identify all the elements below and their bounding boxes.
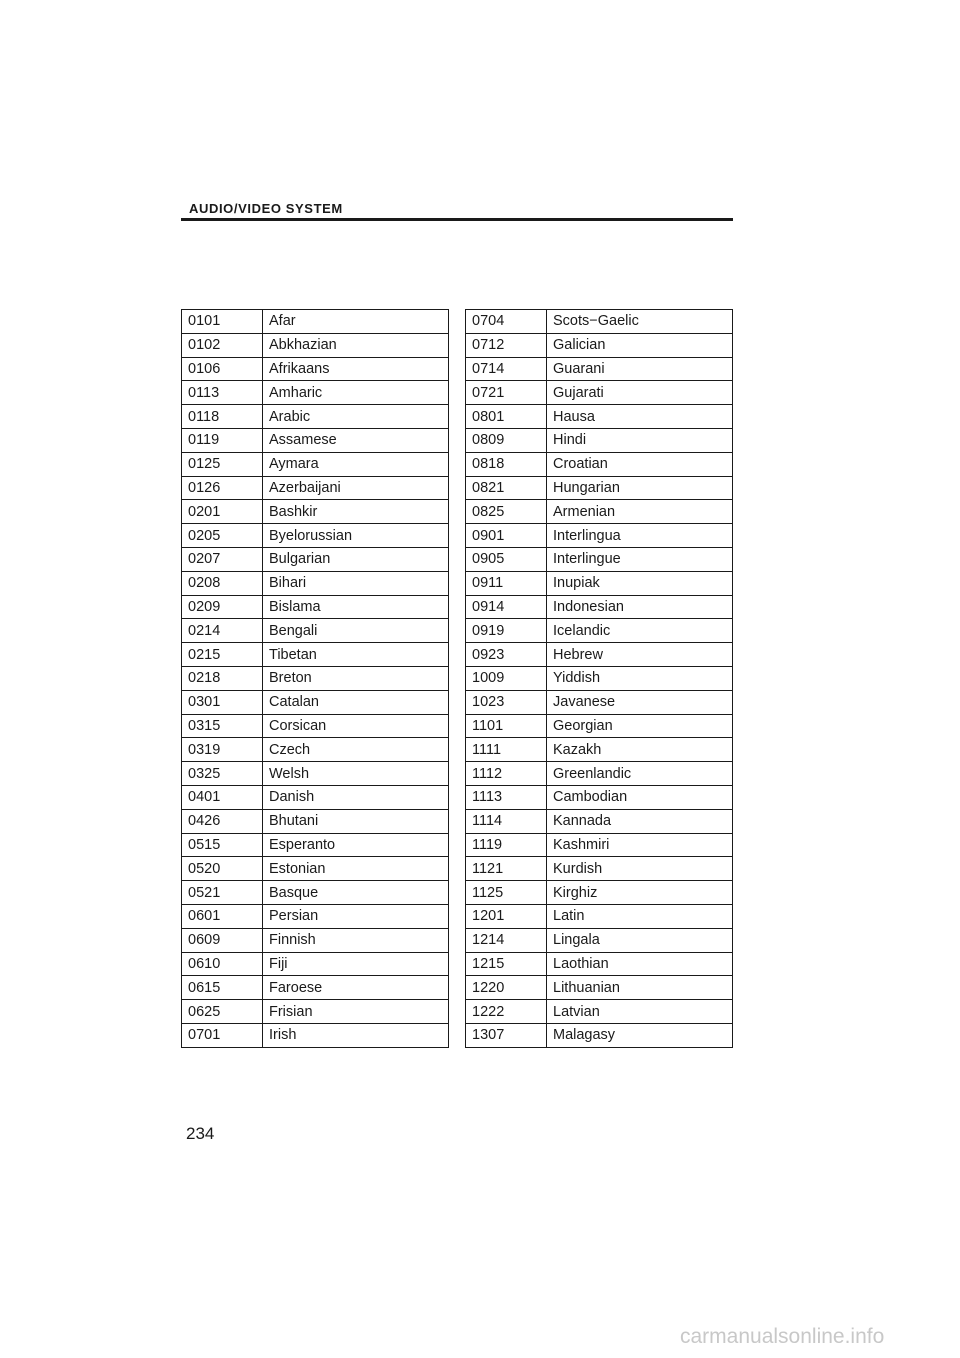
language-name-cell: Lingala [547, 928, 733, 952]
table-row [466, 547, 733, 571]
table-row [182, 333, 449, 357]
table-row [466, 1023, 733, 1047]
language-name-cell: Abkhazian [263, 333, 449, 357]
language-code-cell: 0126 [182, 476, 263, 500]
language-name-cell: Persian [263, 904, 449, 928]
language-code-table-right [465, 309, 733, 1048]
table-row [466, 928, 733, 952]
language-code-cell: 0301 [182, 690, 263, 714]
language-code-cell: 1307 [466, 1023, 547, 1047]
table-row [182, 1000, 449, 1024]
table-row [182, 524, 449, 548]
language-name-cell: Indonesian [547, 595, 733, 619]
language-name-cell: Amharic [263, 381, 449, 405]
language-name-cell: Aymara [263, 452, 449, 476]
language-code-cell: 0119 [182, 428, 263, 452]
table-row [182, 428, 449, 452]
language-code-cell: 0201 [182, 500, 263, 524]
table-row [182, 904, 449, 928]
language-name-cell: Kazakh [547, 738, 733, 762]
page-number: 234 [186, 1124, 215, 1143]
header-divider [181, 218, 733, 221]
table-row [466, 595, 733, 619]
language-name-cell: Hungarian [547, 476, 733, 500]
language-code-table-left [181, 309, 449, 1048]
language-code-cell: 0905 [466, 547, 547, 571]
language-code-cell: 0714 [466, 357, 547, 381]
language-name-cell: Fiji [263, 952, 449, 976]
language-name-cell: Galician [547, 333, 733, 357]
table-row [466, 762, 733, 786]
language-code-cell: 0106 [182, 357, 263, 381]
table-row [182, 714, 449, 738]
language-name-cell: Basque [263, 881, 449, 905]
language-code-cell: 1113 [466, 785, 547, 809]
language-name-cell: Bhutani [263, 809, 449, 833]
table-row [182, 928, 449, 952]
language-name-cell: Hindi [547, 428, 733, 452]
table-row [466, 881, 733, 905]
language-name-cell: Inupiak [547, 571, 733, 595]
table-row [182, 595, 449, 619]
language-name-cell: Byelorussian [263, 524, 449, 548]
language-name-cell: Bulgarian [263, 547, 449, 571]
table-row [466, 357, 733, 381]
language-name-cell: Breton [263, 666, 449, 690]
table-row [466, 428, 733, 452]
language-code-cell: 0601 [182, 904, 263, 928]
language-name-cell: Corsican [263, 714, 449, 738]
table-row [182, 762, 449, 786]
language-code-cell: 0218 [182, 666, 263, 690]
language-name-cell: Welsh [263, 762, 449, 786]
language-code-cell: 0101 [182, 310, 263, 334]
table-row [466, 833, 733, 857]
language-name-cell: Azerbaijani [263, 476, 449, 500]
language-code-cell: 1222 [466, 1000, 547, 1024]
table-row [182, 381, 449, 405]
language-code-cell: 0821 [466, 476, 547, 500]
table-row [466, 690, 733, 714]
language-code-cell: 0208 [182, 571, 263, 595]
table-row [182, 476, 449, 500]
section-header-title: AUDIO/VIDEO SYSTEM [189, 201, 343, 216]
table-row [182, 833, 449, 857]
language-name-cell: Bengali [263, 619, 449, 643]
table-row [466, 643, 733, 667]
language-code-cell: 0721 [466, 381, 547, 405]
language-code-cell: 1220 [466, 976, 547, 1000]
language-code-cell: 0113 [182, 381, 263, 405]
language-name-cell: Latin [547, 904, 733, 928]
table-row [466, 785, 733, 809]
language-name-cell: Danish [263, 785, 449, 809]
language-code-cell: 0515 [182, 833, 263, 857]
language-name-cell: Catalan [263, 690, 449, 714]
language-code-cell: 1114 [466, 809, 547, 833]
language-code-cell: 0825 [466, 500, 547, 524]
table-row [466, 310, 733, 334]
language-code-cell: 0704 [466, 310, 547, 334]
language-code-cell: 1125 [466, 881, 547, 905]
language-code-cell: 0625 [182, 1000, 263, 1024]
language-name-cell: Irish [263, 1023, 449, 1047]
language-code-cell: 0818 [466, 452, 547, 476]
table-row [182, 857, 449, 881]
language-name-cell: Frisian [263, 1000, 449, 1024]
language-code-cell: 0401 [182, 785, 263, 809]
table-row [466, 333, 733, 357]
table-row [466, 666, 733, 690]
language-name-cell: Malagasy [547, 1023, 733, 1047]
table-row [466, 952, 733, 976]
language-code-cell: 1121 [466, 857, 547, 881]
language-code-table-left-body [182, 310, 449, 1048]
language-name-cell: Javanese [547, 690, 733, 714]
language-code-cell: 0923 [466, 643, 547, 667]
language-code-cell: 1101 [466, 714, 547, 738]
language-code-cell: 0102 [182, 333, 263, 357]
table-row [466, 405, 733, 429]
language-name-cell: Laothian [547, 952, 733, 976]
language-name-cell: Kurdish [547, 857, 733, 881]
language-code-cell: 1214 [466, 928, 547, 952]
table-row [182, 500, 449, 524]
language-code-cell: 0901 [466, 524, 547, 548]
language-code-cell: 0426 [182, 809, 263, 833]
table-row [182, 952, 449, 976]
language-code-cell: 1119 [466, 833, 547, 857]
watermark-text: carmanualsonline.info [680, 1325, 885, 1348]
language-name-cell: Interlingua [547, 524, 733, 548]
language-name-cell: Assamese [263, 428, 449, 452]
language-name-cell: Afar [263, 310, 449, 334]
language-name-cell: Croatian [547, 452, 733, 476]
language-code-cell: 0911 [466, 571, 547, 595]
language-code-cell: 0609 [182, 928, 263, 952]
table-row [182, 1023, 449, 1047]
language-name-cell: Czech [263, 738, 449, 762]
table-row [182, 881, 449, 905]
language-name-cell: Kirghiz [547, 881, 733, 905]
language-name-cell: Bislama [263, 595, 449, 619]
table-row [182, 976, 449, 1000]
language-code-cell: 0325 [182, 762, 263, 786]
language-code-cell: 1009 [466, 666, 547, 690]
language-code-cell: 0809 [466, 428, 547, 452]
language-name-cell: Kashmiri [547, 833, 733, 857]
language-code-cell: 0319 [182, 738, 263, 762]
language-name-cell: Bashkir [263, 500, 449, 524]
table-row [182, 785, 449, 809]
table-row [466, 381, 733, 405]
language-name-cell: Kannada [547, 809, 733, 833]
language-name-cell: Greenlandic [547, 762, 733, 786]
table-row [182, 452, 449, 476]
language-code-cell: 1201 [466, 904, 547, 928]
table-row [182, 809, 449, 833]
language-code-cell: 0207 [182, 547, 263, 571]
table-row [466, 476, 733, 500]
table-row [466, 976, 733, 1000]
language-code-cell: 0118 [182, 405, 263, 429]
language-name-cell: Hebrew [547, 643, 733, 667]
language-name-cell: Latvian [547, 1000, 733, 1024]
language-name-cell: Gujarati [547, 381, 733, 405]
table-row [466, 714, 733, 738]
language-code-cell: 1111 [466, 738, 547, 762]
language-name-cell: Georgian [547, 714, 733, 738]
table-row [182, 547, 449, 571]
table-row [182, 643, 449, 667]
table-row [182, 357, 449, 381]
language-code-cell: 0610 [182, 952, 263, 976]
table-row [182, 571, 449, 595]
language-code-cell: 0919 [466, 619, 547, 643]
language-code-cell: 0520 [182, 857, 263, 881]
language-name-cell: Guarani [547, 357, 733, 381]
language-code-cell: 0521 [182, 881, 263, 905]
language-name-cell: Bihari [263, 571, 449, 595]
language-name-cell: Arabic [263, 405, 449, 429]
language-name-cell: Interlingue [547, 547, 733, 571]
language-name-cell: Icelandic [547, 619, 733, 643]
language-code-cell: 1215 [466, 952, 547, 976]
language-name-cell: Estonian [263, 857, 449, 881]
language-name-cell: Finnish [263, 928, 449, 952]
table-row [466, 857, 733, 881]
table-row [466, 619, 733, 643]
language-name-cell: Tibetan [263, 643, 449, 667]
table-row [466, 904, 733, 928]
table-row [466, 809, 733, 833]
language-name-cell: Afrikaans [263, 357, 449, 381]
language-code-cell: 0801 [466, 405, 547, 429]
language-name-cell: Lithuanian [547, 976, 733, 1000]
table-row [466, 738, 733, 762]
language-code-cell: 0209 [182, 595, 263, 619]
language-name-cell: Cambodian [547, 785, 733, 809]
table-row [182, 738, 449, 762]
language-code-cell: 1112 [466, 762, 547, 786]
language-code-table-right-body [466, 310, 733, 1048]
language-code-cell: 0315 [182, 714, 263, 738]
language-code-cell: 0712 [466, 333, 547, 357]
language-name-cell: Armenian [547, 500, 733, 524]
table-row [182, 666, 449, 690]
language-code-cell: 0914 [466, 595, 547, 619]
table-row [182, 619, 449, 643]
table-row [466, 524, 733, 548]
language-code-cell: 0125 [182, 452, 263, 476]
language-name-cell: Faroese [263, 976, 449, 1000]
language-name-cell: Yiddish [547, 666, 733, 690]
language-code-cell: 0215 [182, 643, 263, 667]
language-code-cell: 1023 [466, 690, 547, 714]
table-row [466, 571, 733, 595]
language-name-cell: Scots−Gaelic [547, 310, 733, 334]
table-row [182, 405, 449, 429]
table-row [466, 500, 733, 524]
table-row [182, 310, 449, 334]
language-code-cell: 0701 [182, 1023, 263, 1047]
language-code-cell: 0615 [182, 976, 263, 1000]
table-row [466, 452, 733, 476]
language-name-cell: Esperanto [263, 833, 449, 857]
table-row [466, 1000, 733, 1024]
table-row [182, 690, 449, 714]
language-name-cell: Hausa [547, 405, 733, 429]
language-code-cell: 0205 [182, 524, 263, 548]
language-code-cell: 0214 [182, 619, 263, 643]
